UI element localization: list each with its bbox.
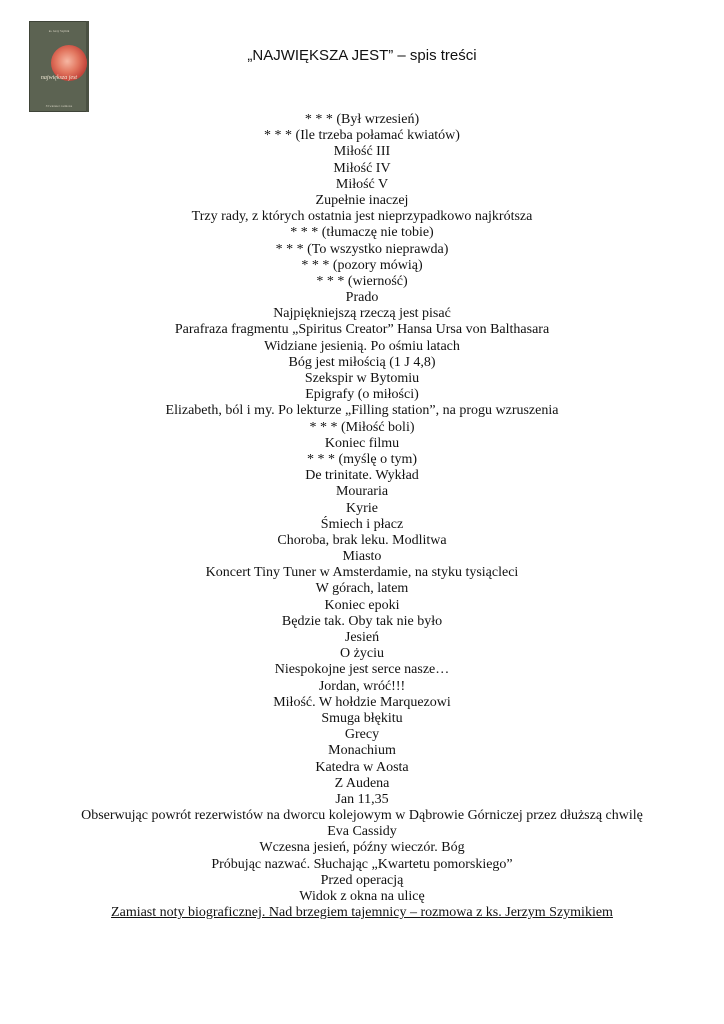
toc-entry: Jan 11,35	[335, 791, 389, 807]
toc-entry: Monachium	[328, 743, 396, 759]
toc-entry: Widziane jesienią. Po ośmiu latach	[264, 338, 460, 354]
toc-entry: Miasto	[342, 549, 382, 565]
toc-entry: Próbując nazwać. Słuchając „Kwartetu pomorskiego”	[211, 856, 513, 872]
toc-entry: Bóg jest miłością (1 J 4,8)	[288, 354, 436, 370]
cover-title: największa jest	[40, 75, 78, 81]
toc-entry: * * * (Ile trzeba połamać kwiatów)	[264, 128, 460, 144]
toc-entry: Śmiech i płacz	[320, 516, 404, 532]
cover-subtitle: 33 wiersze i rozmowa	[45, 104, 73, 108]
toc-entry: De trinitate. Wykład	[305, 468, 419, 484]
toc-entry: Epigrafy (o miłości)	[305, 387, 419, 403]
toc-entry: Koncert Tiny Tuner w Amsterdamie, na styku tysiącleci	[205, 565, 519, 581]
cover-author: ks. Jerzy Szymik	[48, 29, 70, 33]
toc-entry: Najpiękniejszą rzeczą jest pisać	[273, 306, 451, 322]
toc-entry: Jordan, wróć!!!	[318, 678, 406, 694]
toc-entry: Koniec filmu	[324, 435, 400, 451]
toc-entry: Przed operacją	[320, 872, 404, 888]
toc-entry: Prado	[345, 290, 379, 306]
toc-entry: Parafraza fragmentu „Spiritus Creator” Hansa Ursa von Balthasara	[174, 322, 550, 338]
toc-entry: Obserwując powrót rezerwistów na dworcu kolejowym w Dąbrowie Górniczej przez dłuższą chwilę	[81, 808, 643, 824]
toc-entry: Smuga błękitu	[321, 710, 403, 726]
toc-entry: * * * (pozory mówią)	[301, 257, 423, 273]
toc-entry: Koniec epoki	[324, 597, 400, 613]
toc-entry: Widok z okna na ulicę	[299, 889, 425, 904]
toc-entry: O życiu	[340, 646, 384, 662]
table-of-contents	[0, 112, 724, 921]
toc-entry: Wczesna jesień, późny wieczór. Bóg	[259, 840, 465, 856]
toc-entry: Miłość III	[333, 144, 391, 160]
toc-entry: * * * (To wszystko nieprawda)	[275, 241, 449, 257]
toc-entry: Miłość IV	[333, 160, 391, 176]
toc-entry: Choroba, brak leku. Modlitwa	[277, 532, 447, 548]
toc-entry: Kyrie	[346, 500, 378, 516]
toc-entry: * * * (tłumaczę nie tobie)	[290, 225, 434, 241]
toc-entry: W górach, latem	[315, 581, 409, 597]
toc-entry: Jesień	[344, 630, 380, 645]
toc-entry: Zupełnie inaczej	[315, 192, 409, 208]
toc-entry: Katedra w Aosta	[315, 759, 409, 775]
toc-entry: Elizabeth, ból i my. Po lekturze „Filling station”, na progu wzruszenia	[165, 403, 559, 419]
toc-entry: Mouraria	[335, 484, 389, 500]
toc-entry: * * * (wierność)	[316, 273, 408, 289]
toc-entry: Eva Cassidy	[327, 824, 397, 840]
book-cover-image	[29, 21, 89, 112]
toc-entry: Grecy	[344, 727, 380, 743]
page-title: „NAJWIĘKSZA JEST” – spis treści	[247, 47, 477, 64]
toc-entry: * * * (Był wrzesień)	[304, 112, 420, 127]
toc-entry: Zamiast noty biograficznej. Nad brzegiem tajemnicy – rozmowa z ks. Jerzym Szymikiem	[111, 905, 613, 921]
toc-entry: Niespokojne jest serce nasze…	[274, 662, 450, 678]
toc-entry: Miłość V	[335, 176, 389, 192]
toc-entry: * * * (myślę o tym)	[306, 451, 418, 467]
toc-entry: Trzy rady, z których ostatnia jest nieprzypadkowo najkrótsza	[191, 209, 533, 225]
toc-entry: Szekspir w Bytomiu	[304, 371, 420, 386]
toc-entry: Miłość. W hołdzie Marquezowi	[273, 694, 451, 710]
toc-entry: * * * (Miłość boli)	[309, 419, 415, 435]
toc-entry: Będzie tak. Oby tak nie było	[281, 613, 443, 629]
toc-entry: Z Audena	[334, 775, 390, 791]
